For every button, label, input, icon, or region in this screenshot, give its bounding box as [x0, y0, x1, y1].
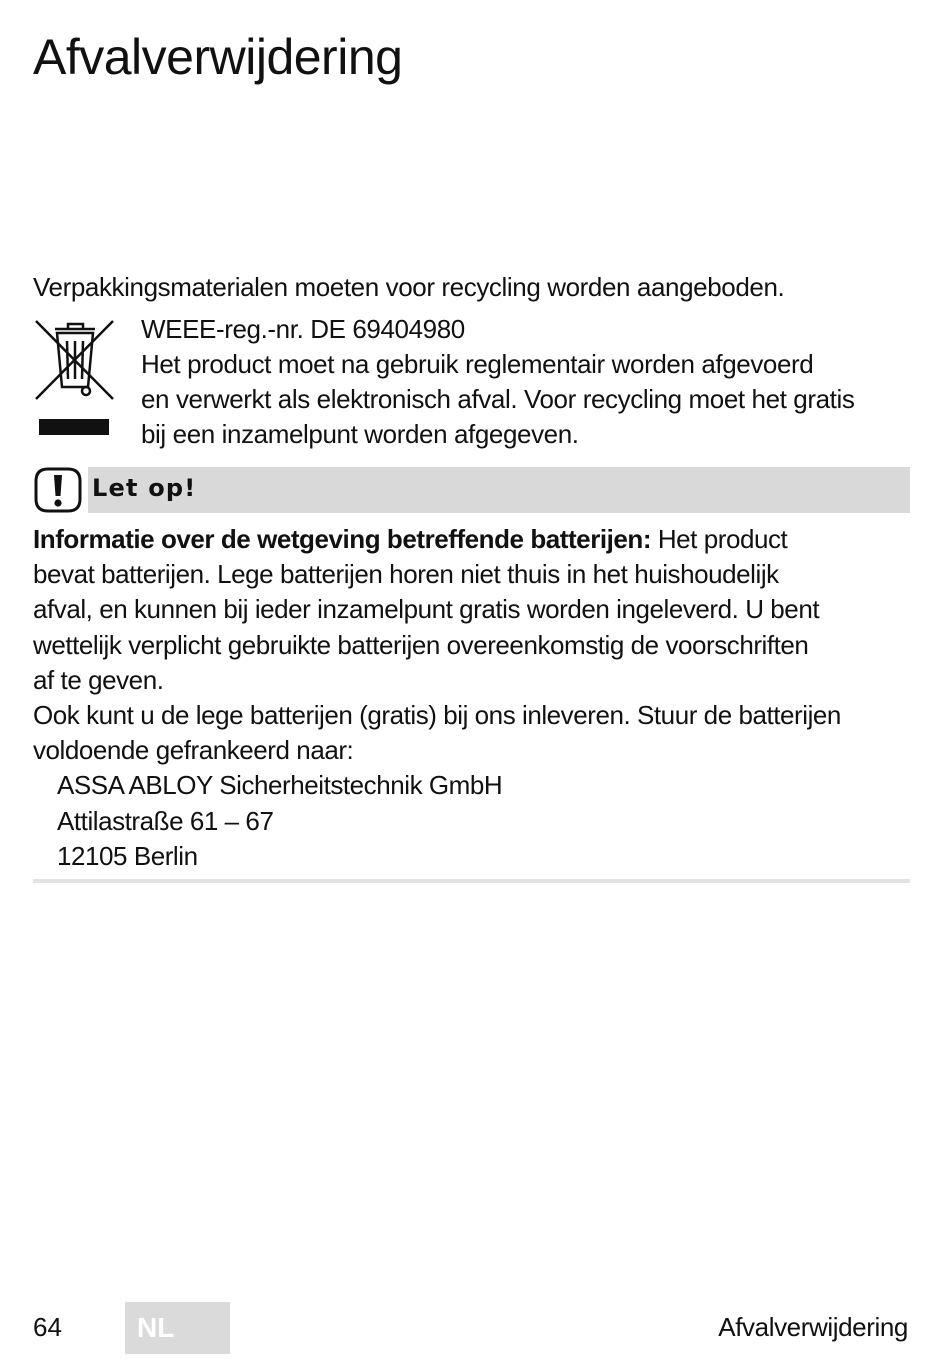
address-city: 12105 Berlin — [57, 840, 198, 871]
battery-heading: Informatie over de wetgeving betreffende batterijen: — [33, 524, 652, 554]
battery-info — [33, 522, 913, 874]
battery-line: Ook kunt u de lege batterijen (gratis) bij ons inleveren. Stuur de batterijen — [33, 700, 841, 731]
footer-section-title: Afvalverwijdering — [718, 1312, 908, 1342]
weee-text — [141, 312, 913, 452]
address-street: Attilastraße 61 – 67 — [57, 805, 274, 836]
battery-line: af te geven. — [33, 664, 164, 695]
attention-label: Let op! — [92, 474, 197, 502]
weee-reg-number: WEEE-reg.-nr. DE 69404980 — [141, 314, 465, 344]
page-title: Afvalverwijdering — [33, 29, 403, 85]
battery-line: voldoende gefrankeerd naar: — [33, 735, 354, 766]
address-company: ASSA ABLOY Sicherheitstechnik GmbH — [57, 770, 503, 801]
battery-line: bevat batterijen. Lege batterijen horen niet thuis in het huishoudelijk — [33, 559, 779, 590]
crossed-out-wheelie-bin-icon — [33, 315, 117, 439]
weee-line: en verwerkt als elektronisch afval. Voor recycling moet het gratis — [141, 384, 855, 414]
page-number: 64 — [33, 1312, 62, 1342]
weee-line: Het product moet na gebruik reglementair worden afgevoerd — [141, 349, 814, 379]
section-divider — [33, 879, 910, 883]
battery-line: afval, en kunnen bij ieder inzamelpunt gratis worden ingeleverd. U bent — [33, 594, 820, 625]
battery-first-line — [33, 522, 913, 557]
intro-text: Verpakkingsmaterialen moeten voor recycling worden aangeboden. — [33, 272, 785, 302]
weee-line: bij een inzamelpunt worden afgegeven. — [141, 419, 579, 449]
exclamation-icon — [33, 466, 83, 514]
language-badge: NL — [125, 1302, 230, 1354]
attention-bar — [88, 467, 910, 513]
battery-first-line-rest: Het product — [651, 524, 788, 554]
battery-line: wettelijk verplicht gebruikte batterijen overeenkomstig de voorschriften — [33, 629, 809, 660]
attention-banner — [33, 465, 910, 515]
